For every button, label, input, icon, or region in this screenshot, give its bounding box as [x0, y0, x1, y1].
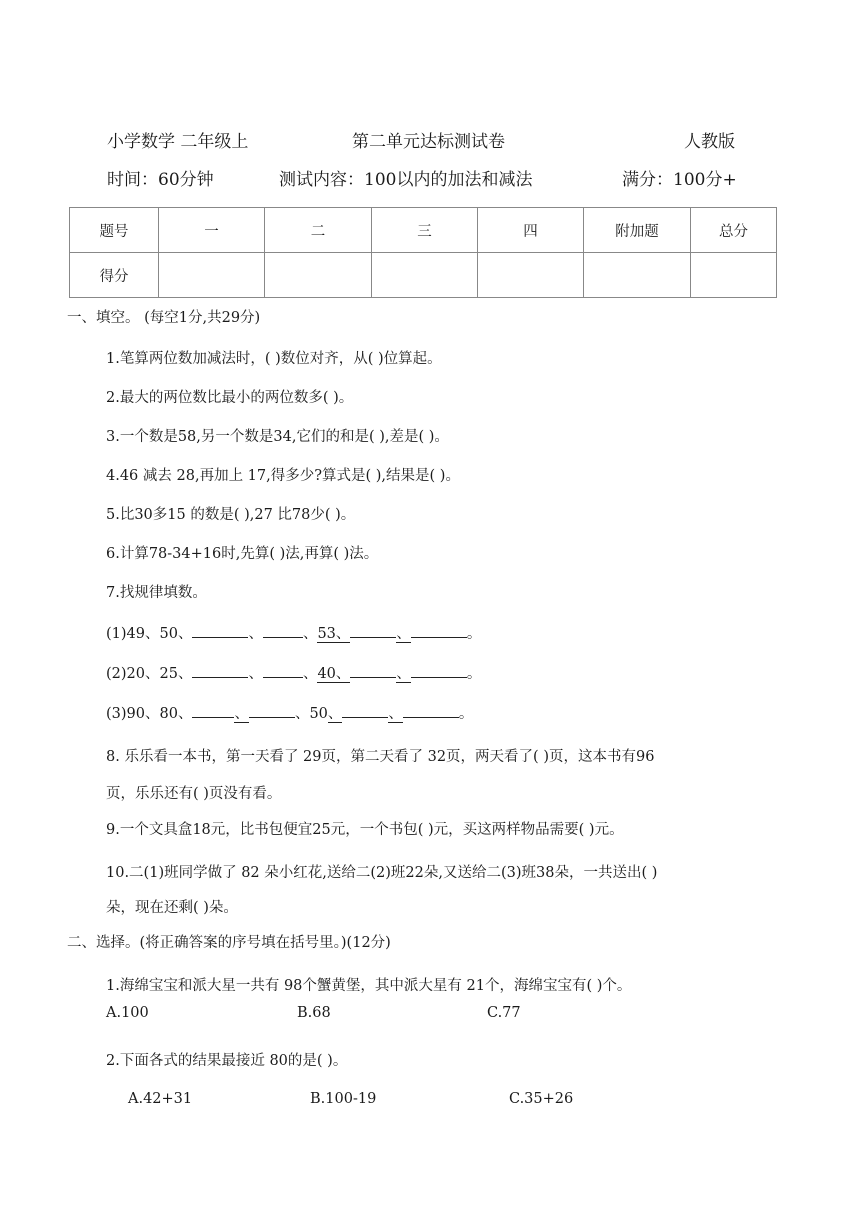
score-cell[interactable] — [478, 253, 584, 298]
separator: 、 — [234, 706, 249, 722]
question-1-8-line2: 页，乐乐还有( )页没有看。 — [106, 786, 282, 802]
option-a[interactable]: A.100 — [106, 1005, 149, 1021]
question-2-2: 2.下面各式的结果最接近 80的是( )。 — [106, 1053, 348, 1069]
answer-blank[interactable] — [403, 703, 459, 718]
section2-title: 二、选择。(将正确答案的序号填在括号里。)(12分) — [67, 935, 391, 951]
edition: 人教版 — [684, 132, 735, 152]
question-1-4: 4.46 减去 28,再加上 17,得多少?算式是( ),结果是( )。 — [106, 468, 460, 484]
answer-blank[interactable] — [192, 663, 248, 678]
separator: 、 — [335, 666, 351, 682]
test-title: 第二单元达标测试卷 — [352, 132, 505, 152]
question-1-1: 1.笔算两位数加减法时，( )数位对齐，从( )位算起。 — [106, 351, 442, 367]
question-2-1: 1.海绵宝宝和派大星一共有 98个蟹黄堡，其中派大星有 21个，海绵宝宝有( )个。 — [106, 978, 632, 994]
separator: 、 — [248, 626, 263, 642]
pattern-row-3 — [106, 702, 473, 723]
header-cell: 二 — [265, 208, 372, 253]
question-1-2: 2.最大的两位数比最小的两位数多( )。 — [106, 390, 354, 406]
header-cell: 一 — [159, 208, 265, 253]
score-table — [69, 207, 777, 298]
question-1-3: 3.一个数是58,另一个数是34,它们的和是( ),差是( )。 — [106, 429, 449, 445]
score-cell[interactable] — [691, 253, 777, 298]
score-table-header-row — [70, 208, 777, 253]
score-cell[interactable] — [265, 253, 372, 298]
separator: 、 — [302, 666, 318, 682]
answer-blank[interactable] — [342, 703, 388, 718]
period: 。 — [466, 666, 482, 682]
header-cell: 题号 — [70, 208, 159, 253]
answer-blank[interactable] — [411, 663, 467, 678]
answer-blank[interactable] — [263, 623, 303, 638]
header-cell: 三 — [372, 208, 478, 253]
answer-blank[interactable] — [411, 623, 467, 638]
answer-blank[interactable] — [350, 623, 396, 638]
score-row-label: 得分 — [70, 253, 159, 298]
period: 。 — [458, 706, 474, 722]
pattern-prefix: (2)20、25、 — [106, 666, 193, 682]
separator: 、 — [294, 706, 310, 722]
header-cell: 总分 — [691, 208, 777, 253]
question-1-10-line2: 朵，现在还剩( )朵。 — [106, 900, 238, 916]
question-1-10-line1: 10.二(1)班同学做了 82 朵小红花,送给二(2)班22朵,又送给二(3)班38朵，一共送出( ) — [106, 865, 658, 881]
score-table-score-row — [70, 253, 777, 298]
time-limit: 时间：60分钟 — [107, 170, 214, 190]
separator: 、 — [396, 626, 411, 642]
option-c[interactable]: C.35+26 — [509, 1091, 574, 1107]
question-1-7: 7.找规律填数。 — [106, 585, 207, 601]
separator: 、 — [248, 666, 263, 682]
question-1-5: 5.比30多15 的数是( ),27 比78少( )。 — [106, 507, 356, 523]
subject-grade: 小学数学 二年级上 — [107, 132, 249, 152]
answer-blank[interactable] — [192, 703, 234, 718]
option-a[interactable]: A.42+31 — [128, 1091, 193, 1107]
header-cell: 附加题 — [584, 208, 691, 253]
question-1-9: 9.一个文具盒18元，比书包便宜25元，一个书包( )元，买这两样物品需要( )元。 — [106, 822, 624, 838]
option-c[interactable]: C.77 — [487, 1005, 521, 1021]
answer-blank[interactable] — [192, 623, 248, 638]
pattern-prefix: (1)49、50、 — [106, 626, 193, 642]
pattern-row-1 — [106, 622, 481, 643]
separator: 、 — [396, 666, 411, 682]
option-b[interactable]: B.68 — [297, 1005, 331, 1021]
given-number: 53 — [317, 626, 336, 642]
given-number: 50 — [309, 706, 328, 722]
separator: 、 — [327, 706, 343, 722]
separator: 、 — [302, 626, 318, 642]
score-cell[interactable] — [159, 253, 265, 298]
score-cell[interactable] — [584, 253, 691, 298]
answer-blank[interactable] — [263, 663, 303, 678]
test-content: 测试内容：100以内的加法和减法 — [279, 170, 533, 190]
separator: 、 — [388, 706, 403, 722]
question-1-8-line1: 8. 乐乐看一本书，第一天看了 29页，第二天看了 32页，两天看了( )页，这本书有96 — [106, 749, 655, 765]
option-b[interactable]: B.100-19 — [310, 1091, 377, 1107]
pattern-row-2 — [106, 662, 481, 683]
full-score: 满分：100分+ — [622, 170, 737, 190]
given-number: 40 — [317, 666, 336, 682]
pattern-prefix: (3)90、80、 — [106, 706, 193, 722]
score-cell[interactable] — [372, 253, 478, 298]
period: 。 — [466, 626, 482, 642]
header-cell: 四 — [478, 208, 584, 253]
question-1-6: 6.计算78-34+16时,先算( )法,再算( )法。 — [106, 546, 379, 562]
answer-blank[interactable] — [249, 703, 295, 718]
answer-blank[interactable] — [350, 663, 396, 678]
separator: 、 — [335, 626, 351, 642]
section1-title: 一、填空。 (每空1分,共29分) — [67, 310, 261, 326]
